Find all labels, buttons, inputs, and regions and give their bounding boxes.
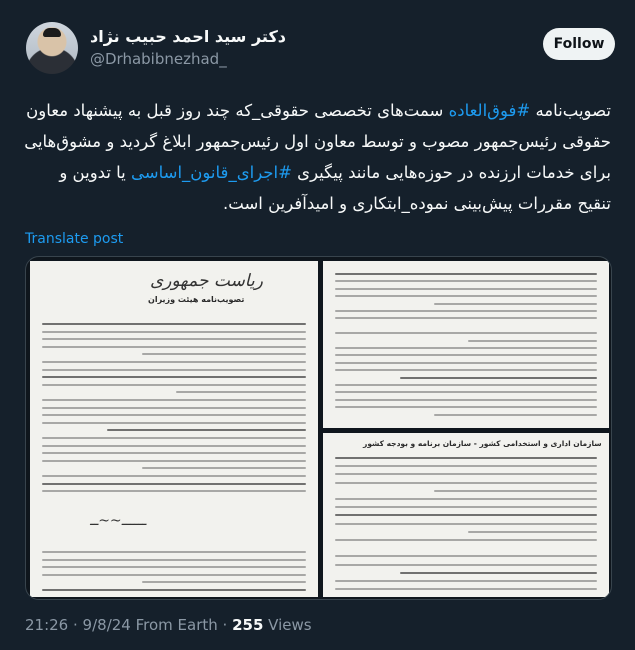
document-text-line <box>42 323 306 325</box>
document-text-line <box>42 452 306 454</box>
document-text-line <box>335 457 597 459</box>
document-text-line <box>335 369 597 371</box>
document-text-line <box>335 564 597 566</box>
media-grid <box>25 256 612 600</box>
document-text-line <box>142 467 306 469</box>
document-text-line <box>335 347 597 349</box>
avatar[interactable] <box>26 22 78 74</box>
document-text-line <box>335 580 597 582</box>
hashtag-link[interactable]: #اجرای_قانون_اساسی <box>131 163 292 182</box>
document-text-line <box>42 589 306 591</box>
tweet-text <box>24 95 611 219</box>
document-text-line <box>42 559 306 561</box>
document-text-line <box>434 490 597 492</box>
document-text-line <box>176 391 306 393</box>
document-text-line <box>335 523 597 525</box>
signature-mark: ــــــ~~ــ <box>90 513 147 529</box>
document-text-line <box>42 369 306 371</box>
follow-button[interactable]: Follow <box>543 28 615 60</box>
document-text-line <box>42 551 306 553</box>
document-text-line <box>335 506 597 508</box>
tweet-time[interactable]: 21:26 <box>25 616 69 634</box>
document-text-line <box>42 445 306 447</box>
tweet-text-part: سمت‌های تخصصی حقوقی_که چند روز قبل به پیشنهاد معاون حقوقی رئیس‌جمهور مصوب و توسط معاون اول رئیس‌جمهور ابلاغ گردید و مشوق‌هایی برای خدمات ارزنده در حوزه‌هایی مانند پیگیری <box>24 101 611 182</box>
document-text-line <box>335 362 597 364</box>
document-text-line <box>335 482 597 484</box>
document-text-line <box>142 581 306 583</box>
document-text-line <box>42 483 306 485</box>
document-text-line <box>400 377 597 379</box>
document-text-line <box>335 588 597 590</box>
document-text-line <box>335 295 597 297</box>
document-text-line <box>142 353 306 355</box>
document-text-line <box>335 399 597 401</box>
document-text-line <box>335 555 597 557</box>
document-text-line <box>335 384 597 386</box>
hashtag-link[interactable]: #فوق‌العاده <box>448 101 531 120</box>
document-text-line <box>107 429 306 431</box>
document-text-line <box>42 490 306 492</box>
letterhead-logo: ریاست جمهوری <box>150 271 263 291</box>
display-name[interactable]: دکتر سید احمد حبیب نژاد <box>90 27 286 46</box>
document-text-line <box>335 288 597 290</box>
tweet-header <box>26 22 615 82</box>
document-text-line <box>42 414 306 416</box>
document-text-line <box>335 354 597 356</box>
document-heading: تصویب‌نامه هیئت وزیران <box>148 295 245 304</box>
document-text-line <box>335 317 597 319</box>
document-text-line <box>434 303 597 305</box>
document-image-right-bottom[interactable] <box>323 433 609 597</box>
document-text-line <box>335 391 597 393</box>
document-image-right-top[interactable] <box>323 261 609 428</box>
document-text-line <box>42 566 306 568</box>
document-text-line <box>335 465 597 467</box>
document-text-line <box>335 332 597 334</box>
document-text-line <box>42 437 306 439</box>
document-text-line <box>335 473 597 475</box>
document-text-line <box>42 346 306 348</box>
document-text-line <box>42 338 306 340</box>
tweet-meta: 21:26 · 9/8/24 From Earth · 255 Views <box>25 616 312 634</box>
document-text-line <box>335 406 597 408</box>
document-text-line <box>400 572 597 574</box>
document-image-left[interactable] <box>30 261 318 597</box>
tweet-text-part: یا تدوین و تنقیح مقررات پیش‌بینی نموده_ابتکاری و امیدآفرین است. <box>59 163 611 213</box>
document-text-line <box>434 414 597 416</box>
document-text-line <box>42 574 306 576</box>
document-text-line <box>42 422 306 424</box>
document-text-line <box>42 407 306 409</box>
document-text-line <box>42 384 306 386</box>
document-text-line <box>335 539 597 541</box>
document-text-line <box>42 331 306 333</box>
tweet-text-part: تصویب‌نامه <box>530 101 611 120</box>
tweet-date[interactable]: 9/8/24 <box>82 616 131 634</box>
document-text-line <box>42 475 306 477</box>
document-text-line <box>335 498 597 500</box>
views-count: 255 <box>232 616 264 634</box>
document-text-line <box>42 399 306 401</box>
document-text-line <box>335 514 597 516</box>
user-handle[interactable]: @Drhabibnezhad_ <box>90 50 227 68</box>
document-text-line <box>335 280 597 282</box>
document-text-line <box>468 340 597 342</box>
document-heading: سازمان اداری و استخدامی کشور - سازمان برنامه و بودجه کشور <box>363 439 602 448</box>
document-text-line <box>335 273 597 275</box>
document-text-line <box>42 460 306 462</box>
document-text-line <box>42 361 306 363</box>
tweet-source: From Earth <box>135 616 218 634</box>
views-label: Views <box>268 616 312 634</box>
translate-post-link[interactable]: Translate post <box>25 231 124 247</box>
document-text-line <box>335 310 597 312</box>
document-text-line <box>42 376 306 378</box>
document-text-line <box>468 531 597 533</box>
